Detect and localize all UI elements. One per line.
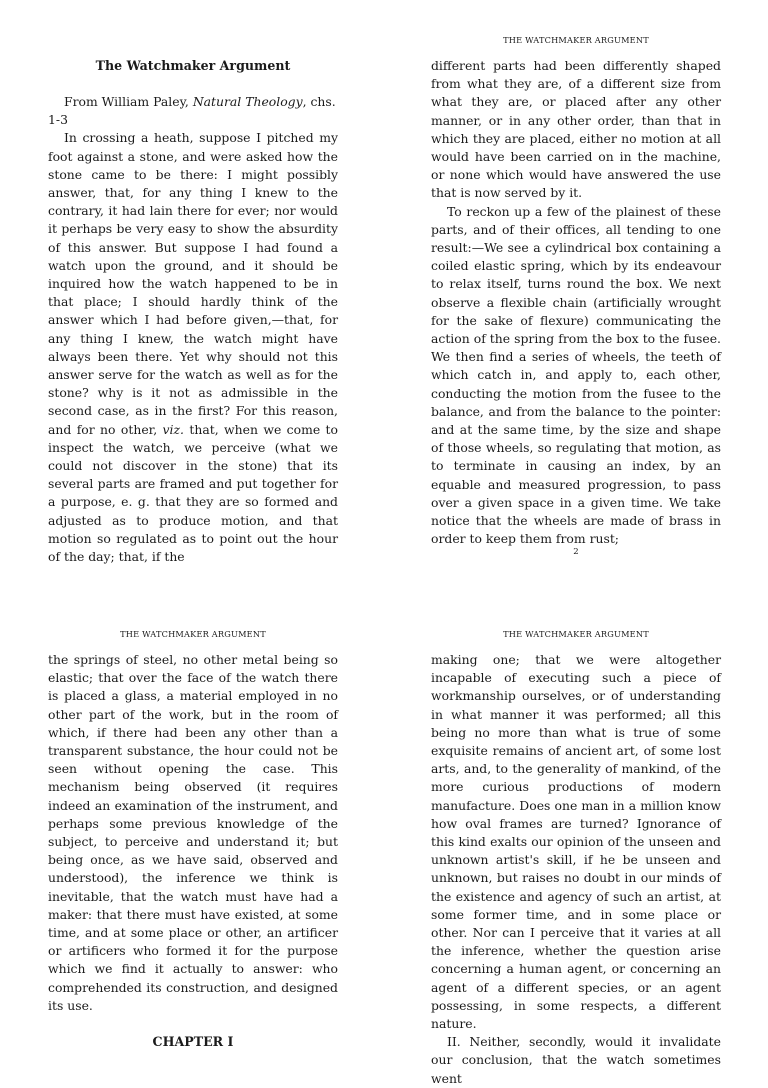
page-three <box>48 651 338 1051</box>
body-paragraph: II. Neither, secondly, would it invalidate our conclusion, that the watch sometimes went <box>431 1034 721 1086</box>
source-suffix: , chs. 1-3 <box>48 94 336 128</box>
paragraph-text-continued: that, when we come to inspect the watch, we perceive (what we could not discover in the stone) that its several parts are framed and put together for a purpose, e. g. that they are so formed and adjusted as to produce motion, and that motion so regulated as to point out the hour of the day; that, if the <box>48 421 338 565</box>
running-head: THE WATCHMAKER ARGUMENT <box>503 35 649 45</box>
chapter-heading: CHAPTER I <box>152 1034 234 1050</box>
page-number: 2 <box>573 547 579 557</box>
source-prefix: From William Paley, <box>64 94 193 109</box>
running-head: THE WATCHMAKER ARGUMENT <box>120 629 266 639</box>
body-paragraph: different parts had been differently shaped from what they are, of a different size from what they are, or placed after any other manner, or in any other order, than that in which they are placed, either no motion at all would have been carried on in the machine, or none which would have answered the use that is now served by it. <box>431 58 721 201</box>
source-citation <box>48 93 338 129</box>
document-title: The Watchmaker Argument <box>95 58 291 73</box>
source-work-title: Natural Theology <box>192 94 303 109</box>
italic-viz: viz. <box>162 421 184 437</box>
paragraph-text: In crossing a heath, suppose I pitched my foot against a stone, and were asked how the stone came to be there: I might possibly answer, that, for any thing I knew to the contrary, it had lain there for ever; nor would it perhaps be very easy to show the absurdity of this answer. But suppose I had found a watch upon the ground, and it should be inquired how the watch happened to be in that place; I should hardly think of the answer which I had before given,—that, for any thing I knew, the watch might have always been there. Yet why should not this answer serve for the watch as well as for the stone? why is it not as admissible in the second case, as in the first? For this reason, and for no other, <box>48 130 338 437</box>
body-paragraph: the springs of steel, no other metal being so elastic; that over the face of the watch there is placed a glass, a material employed in no other part of the work, but in the room of which, if there had been any other than a transparent substance, the hour could not be seen without opening the case. This mechanism being observed (it requires indeed an examination of the instrument, and perhaps some previous knowledge of the subject, to perceive and understand it; but being once, as we have said, observed and understood), the inference we think is inevitable, that the watch must have had a maker: that there must have existed, at some time, and at some place or other, an artificer or artificers who formed it for the purpose which we find it actually to answer: who comprehended its construction, and designed its use. <box>48 652 338 1013</box>
page-two <box>431 57 721 548</box>
body-paragraph <box>48 129 338 566</box>
body-paragraph: To reckon up a few of the plainest of these parts, and of their offices, all tending to one result:—We see a cylindrical box containing a coiled elastic spring, which by its endeavour to relax itself, turns round the box. We next observe a flexible chain (artificially wrought for the sake of flexure) communicating the action of the spring from the box to the fusee. We then find a series of wheels, the teeth of which catch in, and apply to, each other, conducting the motion from the fusee to the balance, and from the balance to the pointer: and at the same time, by the size and shape of those wheels, so regulating that motion, as to terminate in causing an index, by an equable and measured progression, to pass over a given space in a given time. We take notice that the wheels are made of brass in order to keep them from rust; <box>431 203 721 547</box>
page-four <box>431 651 721 1088</box>
running-head: THE WATCHMAKER ARGUMENT <box>503 629 649 639</box>
page-one <box>48 57 338 566</box>
body-paragraph: making one; that we were altogether incapable of executing such a piece of workmanship ourselves, or of understanding in what manner it was performed; all this being no more than what is true of some exquisite remains of ancient art, of some lost arts, and, to the generality of mankind, of the more curious productions of modern manufacture. Does one man in a million know how oval frames are turned? Ignorance of this kind exalts our opinion of the unseen and unknown artist's skill, if he be unseen and unknown, but raises no doubt in our minds of the existence and agency of such an artist, at some former time, and in some place or other. Nor can I perceive that it varies at all the inference, whether the question arise concerning a human agent, or concerning an agent of a different species, or an agent possessing, in some respects, a different nature. <box>431 652 721 1032</box>
